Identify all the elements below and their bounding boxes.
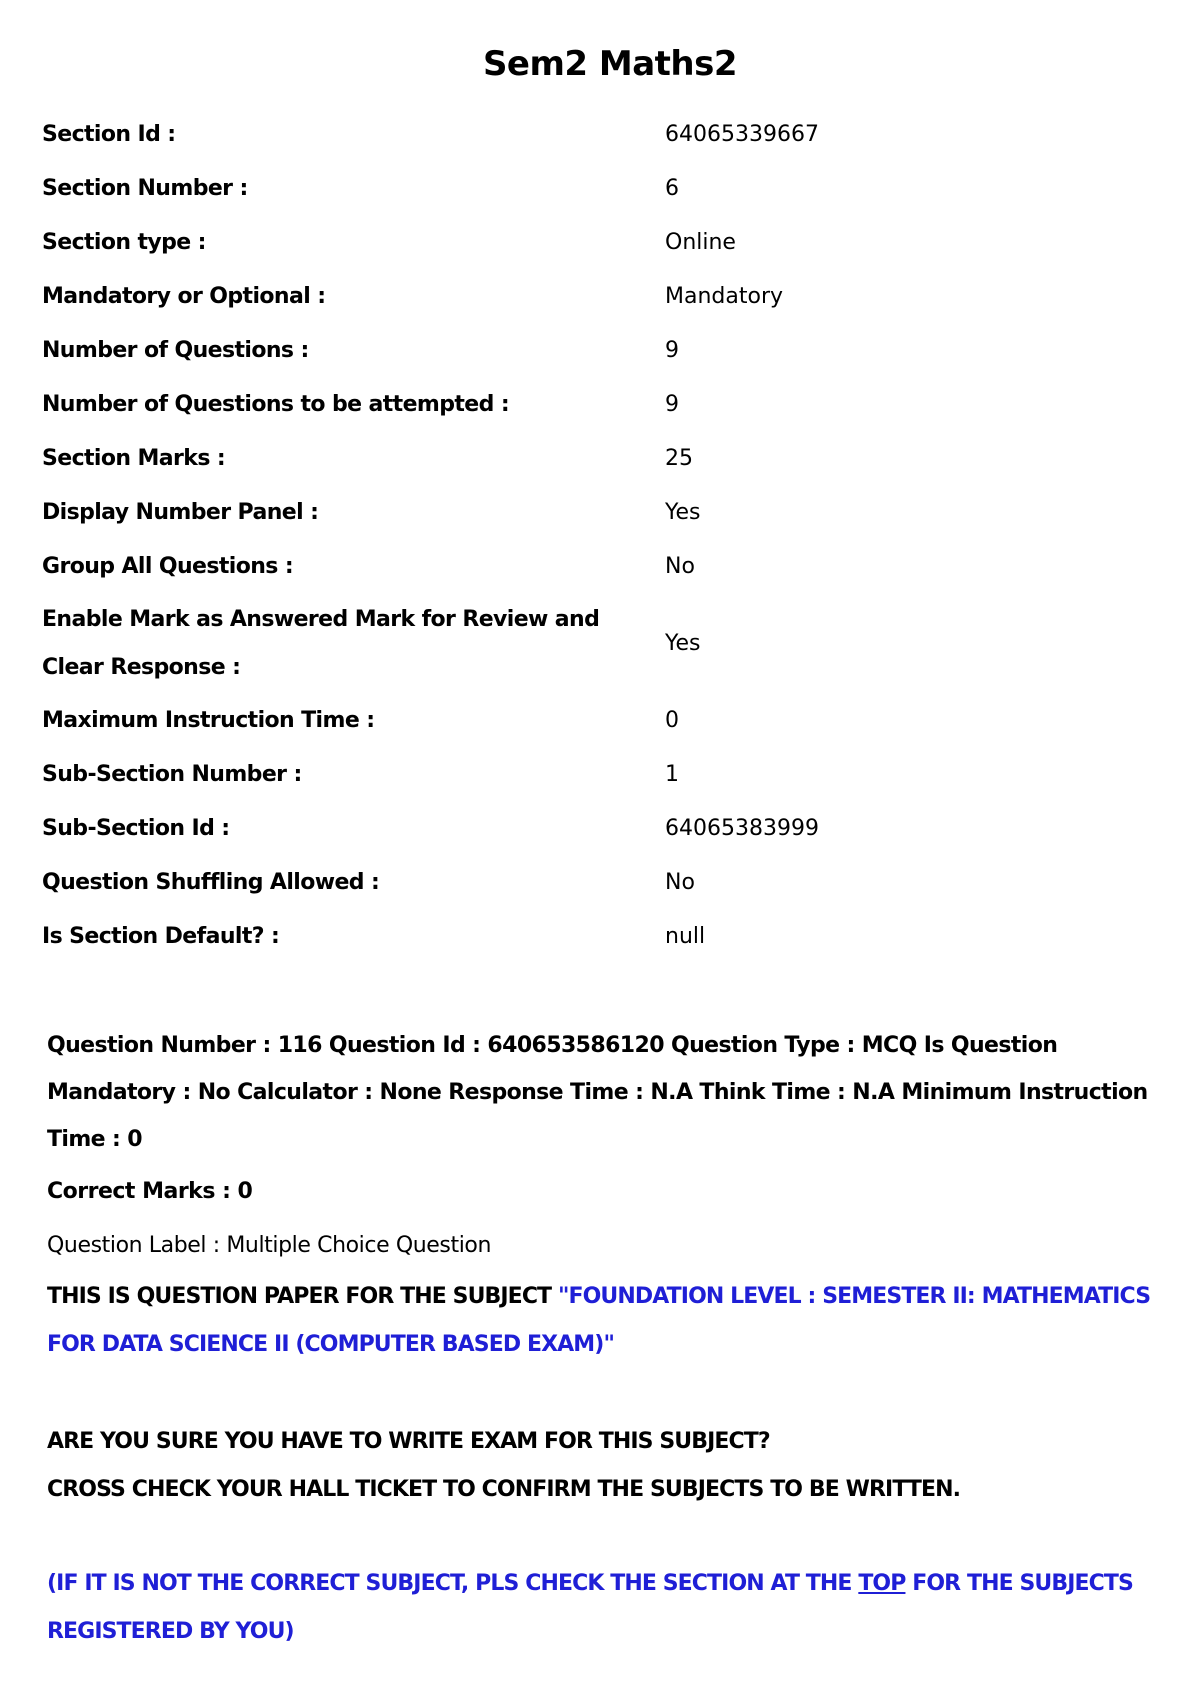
section-field-value: 0 (665, 708, 679, 733)
section-field-label: Section Id : (42, 122, 176, 147)
section-field-value: 64065383999 (665, 816, 819, 841)
section-field-label: Enable Mark as Answered Mark for Review and Clear Response : (42, 607, 600, 680)
section-field-value: null (665, 924, 706, 949)
section-field-value: Yes (665, 500, 701, 525)
section-field-value: Yes (665, 631, 701, 656)
section-row (42, 216, 1152, 270)
section-field-label: Group All Questions : (42, 554, 294, 579)
section-field-label: Display Number Panel : (42, 500, 319, 525)
section-field-value: Mandatory (665, 284, 784, 309)
section-row (42, 108, 1152, 162)
question-header: Question Number : 116 Question Id : 640653586120 Question Type : MCQ Is Question Mandatory : No Calculator : None Response Time : N.A Think Time : N.A Minimum Instruction Time : 0 (47, 1033, 1148, 1152)
section-field-label: Maximum Instruction Time : (42, 708, 375, 733)
section-field-value: 6 (665, 176, 679, 201)
section-row (42, 432, 1152, 486)
section-field-value: 9 (665, 338, 679, 363)
confirm-question: ARE YOU SURE YOU HAVE TO WRITE EXAM FOR THIS SUBJECT? (47, 1429, 770, 1454)
section-field-label: Is Section Default? : (42, 924, 280, 949)
section-row (42, 802, 1152, 856)
section-row (42, 694, 1152, 748)
section-field-value: Online (665, 230, 736, 255)
page-title: Sem2 Maths2 (482, 44, 738, 84)
top-link[interactable]: TOP (858, 1571, 906, 1596)
section-field-label: Question Shuffling Allowed : (42, 870, 380, 895)
section-field-label: Section Marks : (42, 446, 226, 471)
section-field-label: Number of Questions to be attempted : (42, 392, 510, 417)
section-field-label: Section Number : (42, 176, 248, 201)
section-row (42, 162, 1152, 216)
section-details-table (42, 108, 1152, 964)
subject-name: "FOUNDATION LEVEL : SEMESTER II: MATHEMATICS FOR DATA SCIENCE II (COMPUTER BASED EXAM)" (47, 1284, 1151, 1357)
section-field-value: 9 (665, 392, 679, 417)
section-row (42, 594, 1152, 694)
section-field-label: Sub-Section Id : (42, 816, 230, 841)
warning-text-after: FOR THE SUBJECTS REGISTERED BY YOU) (47, 1571, 1133, 1644)
section-field-label: Sub-Section Number : (42, 762, 302, 787)
section-field-label: Mandatory or Optional : (42, 284, 326, 309)
section-row (42, 324, 1152, 378)
section-row (42, 910, 1152, 964)
section-field-label: Section type : (42, 230, 206, 255)
warning-text-before: (IF IT IS NOT THE CORRECT SUBJECT, PLS CHECK THE SECTION AT THE (47, 1571, 859, 1596)
section-field-value: 25 (665, 446, 693, 471)
section-field-label: Number of Questions : (42, 338, 309, 363)
section-row (42, 378, 1152, 432)
question-label: Question Label : Multiple Choice Question (47, 1233, 492, 1258)
subject-prefix: THIS IS QUESTION PAPER FOR THE SUBJECT (47, 1284, 558, 1309)
section-field-value: 64065339667 (665, 122, 819, 147)
section-row (42, 270, 1152, 324)
section-field-value: 1 (665, 762, 679, 787)
section-field-value: No (665, 870, 695, 895)
hall-ticket-instruction: CROSS CHECK YOUR HALL TICKET TO CONFIRM THE SUBJECTS TO BE WRITTEN. (47, 1477, 961, 1502)
subject-statement (47, 1273, 1172, 1369)
section-row (42, 856, 1152, 910)
wrong-subject-warning (47, 1560, 1172, 1656)
section-field-value: No (665, 554, 695, 579)
section-row (42, 486, 1152, 540)
section-row (42, 748, 1152, 802)
section-row (42, 540, 1152, 594)
correct-marks: Correct Marks : 0 (47, 1179, 253, 1204)
